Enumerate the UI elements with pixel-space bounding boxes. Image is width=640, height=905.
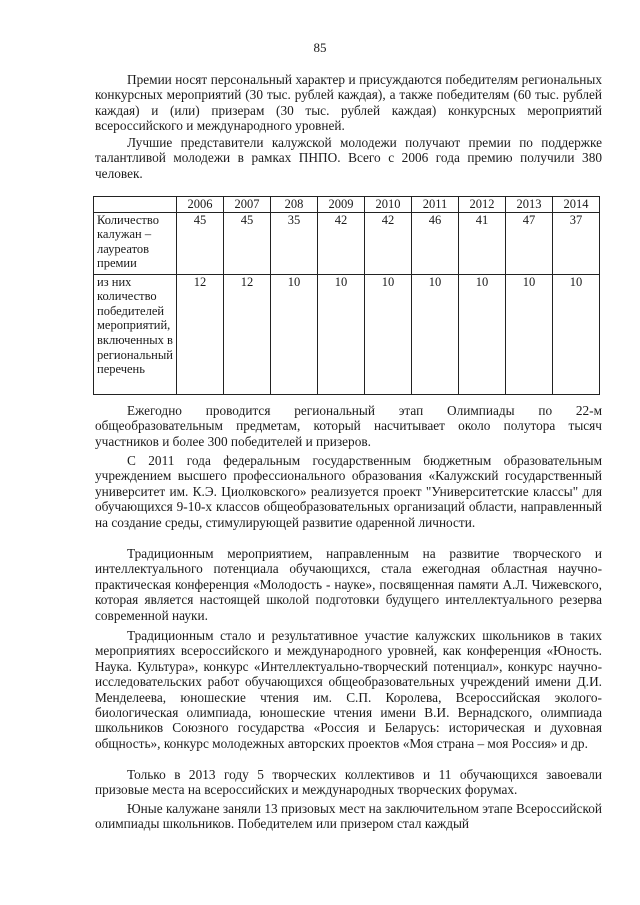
year-header: 2014 — [553, 197, 600, 213]
year-header: 2007 — [224, 197, 271, 213]
table-cell: 10 — [365, 274, 412, 394]
table-cell: 47 — [506, 212, 553, 274]
table-cell: 10 — [506, 274, 553, 394]
row-label: из них количество победителей мероприятий, включенных в региональный перечень — [94, 274, 177, 394]
year-header: 2010 — [365, 197, 412, 213]
year-header: 2012 — [459, 197, 506, 213]
table-cell: 37 — [553, 212, 600, 274]
table-cell: 12 — [177, 274, 224, 394]
year-header: 2013 — [506, 197, 553, 213]
year-header: 2009 — [318, 197, 365, 213]
paragraph-best-youth: Лучшие представители калужской молодежи получают премии по поддержке талантливой молодежи в рамках ПНПО. Всего с 2006 года премию получили 380 человек. — [95, 135, 602, 181]
table-header-row — [94, 197, 600, 213]
paragraph-prizes: Премии носят персональный характер и присуждаются победителям региональных конкурсных мероприятий (30 тыс. рублей каждая), а также победителям (60 тыс. рублей каждая) и (или) призерам (30 тыс. рублей каждая) конкурсных мероприятий всероссийского и международного уровней. — [95, 72, 602, 134]
row-label: Количество калужан – лауреатов премии — [94, 212, 177, 274]
table-cell: 42 — [318, 212, 365, 274]
table-cell: 10 — [553, 274, 600, 394]
table-cell: 10 — [459, 274, 506, 394]
year-header: 2006 — [177, 197, 224, 213]
table-row — [94, 274, 600, 394]
paragraph-final-stage: Юные калужане заняли 13 призовых мест на заключительном этапе Всероссийской олимпиады школьников. Победителем или призером стал каждый — [95, 801, 602, 832]
table-row — [94, 212, 600, 274]
table-cell: 41 — [459, 212, 506, 274]
table-cell: 45 — [224, 212, 271, 274]
table-cell: 10 — [318, 274, 365, 394]
paragraph-conference: Традиционным мероприятием, направленным на развитие творческого и интеллектуального потенциала обучающихся, стала ежегодная областная научно-практическая конференция «Молодость - науке», посвященная памяти А.Л. Чижевского, которая является настоящей школой подготовки будущего интеллектуального резерва современной науки. — [95, 546, 602, 623]
year-header: 2011 — [412, 197, 459, 213]
table-cell: 42 — [365, 212, 412, 274]
table-corner-cell — [94, 197, 177, 213]
table-cell: 10 — [412, 274, 459, 394]
table-cell: 46 — [412, 212, 459, 274]
paragraph-2013-results: Только в 2013 году 5 творческих коллективов и 11 обучающихся завоевали призовые места на всероссийских и международных творческих форумах. — [95, 767, 602, 798]
table-cell: 45 — [177, 212, 224, 274]
page-number: 85 — [313, 40, 327, 55]
table-cell: 10 — [271, 274, 318, 394]
paragraph-participation: Традиционным стало и результативное участие калужских школьников в таких мероприятиях всероссийского и международного уровней, как конференция «Юность. Наука. Культура», конкурс «Интеллектуально-творческий потенциал», конкурс научно-исследовательских работ обучающихся общеобразовательных учреждений имени Д.И. Менделеева, юношеские чтения им. С.П. Королева, Всероссийская эколого-биологическая олимпиада, юношеские чтения имени В.И. Вернадского, олимпиада школьников Союзного государства «Россия и Беларусь: историческая и духовная общность», конкурс молодежных авторских проектов «Моя страна – моя Россия» и др. — [95, 628, 602, 751]
table-cell: 35 — [271, 212, 318, 274]
paragraph-university-classes: С 2011 года федеральным государственным бюджетным образовательным учреждением высшего профессионального образования «Калужский государственный университет им. К.Э. Циолковского» реализуется проект "Университетские классы" для обучающихся 9-10-х классов общеобразовательных организаций области, направленный на создание среды, стимулирующей развитие одаренной личности. — [95, 453, 602, 530]
paragraph-olympiad: Ежегодно проводится региональный этап Олимпиады по 22-м общеобразовательным предметам, который насчитывает около полутора тысяч участников и более 300 победителей и призеров. — [95, 403, 602, 449]
table-cell: 12 — [224, 274, 271, 394]
year-header: 208 — [271, 197, 318, 213]
laureates-table — [93, 196, 600, 395]
